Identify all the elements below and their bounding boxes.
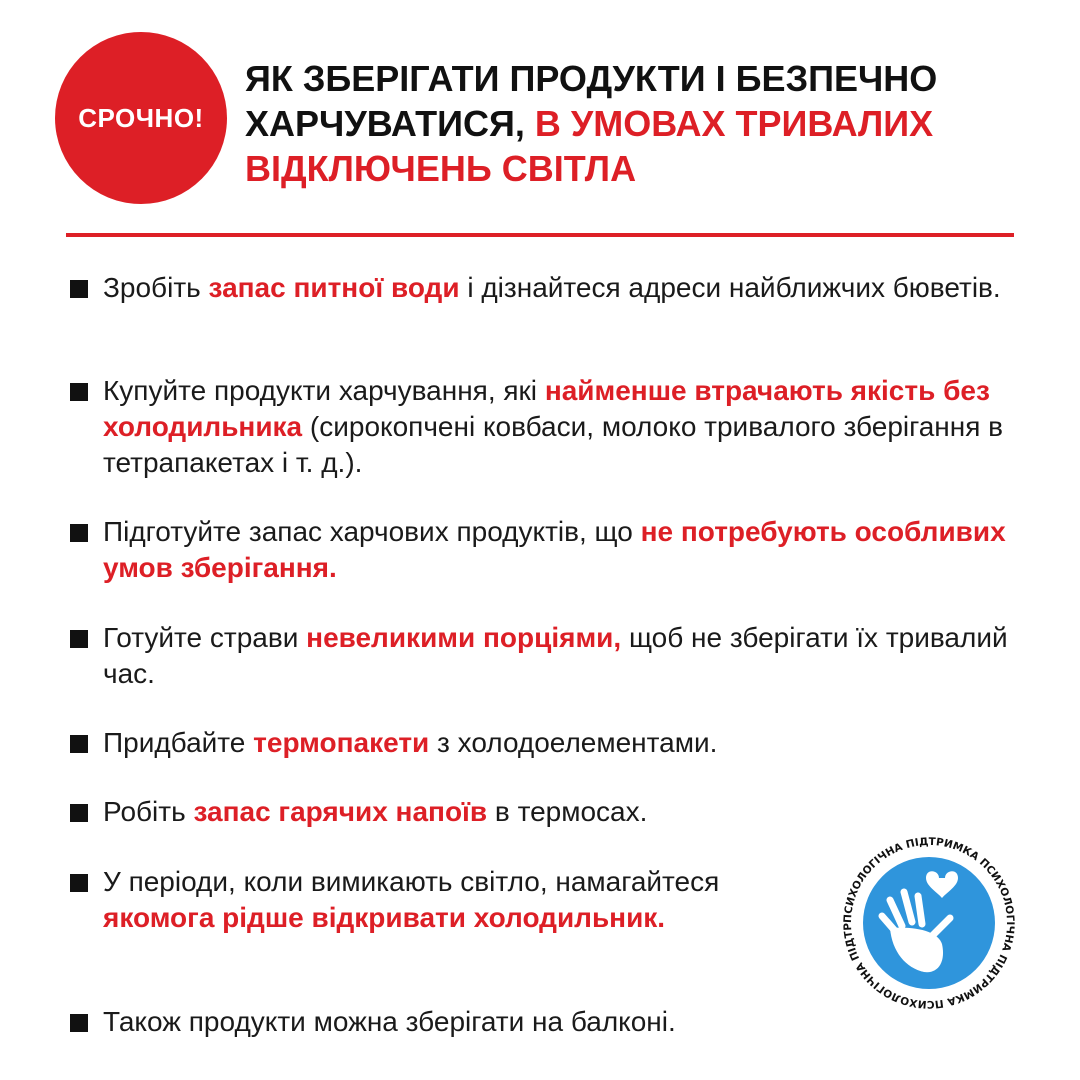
tip-highlight: невеликими порціями, (306, 622, 622, 653)
tip-item (70, 373, 1060, 481)
bullet-square (70, 280, 88, 298)
tip-text (103, 514, 1060, 586)
tip-text-pre: Придбайте (103, 727, 246, 758)
tip-highlight: запас питної води (208, 272, 460, 303)
tip-highlight: запас гарячих напоїв (193, 796, 488, 827)
tip-text-pre: Підготуйте запас харчових продуктів, що (103, 516, 633, 547)
tip-text-pre: У періоди, коли вимикають світло, намагайтеся (103, 866, 720, 897)
tip-text (103, 373, 1060, 481)
tip-item (70, 514, 1060, 586)
bullet-square (70, 735, 88, 753)
tip-item (70, 1004, 830, 1040)
tip-text (103, 725, 1060, 761)
tip-text-pre: Готуйте страви (103, 622, 299, 653)
bullet-square (70, 804, 88, 822)
hand-heart-icon (838, 832, 1020, 1014)
tip-text-post: (сирокопчені ковбаси, молоко тривалого зберігання в тетрапакетах і т. д.). (103, 411, 1004, 478)
psych-support-logo (838, 832, 1020, 1014)
tip-item (70, 864, 770, 936)
tip-text-post: в термосах. (494, 796, 648, 827)
tip-item (70, 620, 1060, 692)
tip-highlight: не потребують особливих умов зберігання. (103, 516, 1006, 583)
urgent-badge-label: СРОЧНО! (78, 102, 204, 133)
tip-text (103, 270, 1060, 306)
tip-text (103, 794, 1060, 830)
tip-text-post: і дізнайтеся адреси найближчих бюветів. (467, 272, 1001, 303)
tip-text-post: з холодоелементами. (437, 727, 718, 758)
tip-highlight: термопакети (253, 727, 430, 758)
tip-highlight: найменше втрачають якість без холодильника (103, 375, 990, 442)
tip-item (70, 270, 1060, 306)
logo-ring-text: ПСИХОЛОГІЧНА ПІДТРИМКА ПСИХОЛОГІЧНА ПІДТРИМКА ПСИХОЛОГІЧНА ПІДТР (841, 835, 1017, 1011)
bullet-square (70, 1014, 88, 1032)
title-main: ЯК ЗБЕРІГАТИ ПРОДУКТИ І БЕЗПЕЧНО ХАРЧУВАТИСЯ, (245, 58, 938, 144)
tip-text (103, 864, 770, 936)
bullet-square (70, 874, 88, 892)
tip-item (70, 725, 1060, 761)
tip-text-pre: Купуйте продукти харчування, які (103, 375, 538, 406)
tip-text-post: щоб не зберігати їх тривалий час. (103, 622, 1008, 689)
tip-item (70, 794, 1060, 830)
tip-text (103, 1004, 830, 1040)
page-title (245, 56, 1045, 191)
title-divider (66, 233, 1014, 237)
tip-text-pre: Робіть (103, 796, 186, 827)
bullet-square (70, 383, 88, 401)
bullet-square (70, 630, 88, 648)
title-highlight: В УМОВАХ ТРИВАЛИХ ВІДКЛЮЧЕНЬ СВІТЛА (245, 103, 934, 189)
bullet-square (70, 524, 88, 542)
tip-text-pre: Також продукти можна зберігати на балконі. (103, 1006, 676, 1037)
tip-text (103, 620, 1060, 692)
urgent-badge (55, 32, 227, 204)
tip-highlight: якомога рідше відкривати холодильник. (103, 902, 666, 933)
tip-text-pre: Зробіть (103, 272, 201, 303)
